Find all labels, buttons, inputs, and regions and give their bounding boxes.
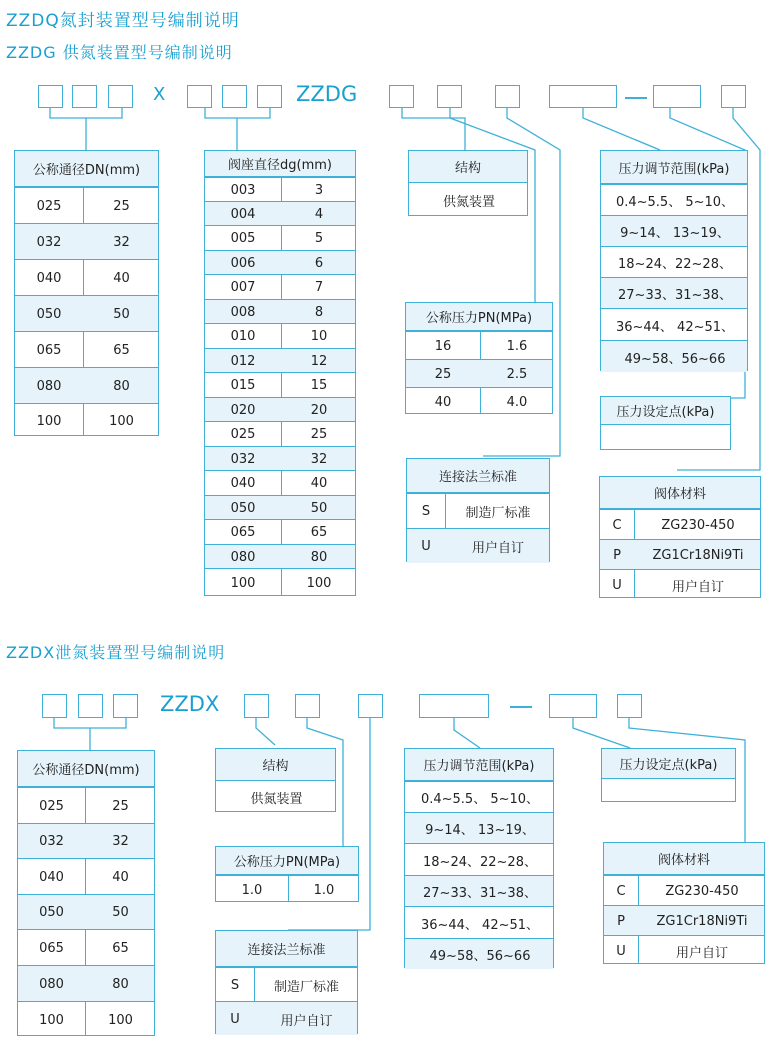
dg-code: 010	[230, 329, 256, 344]
dg-value: 32	[310, 451, 328, 467]
material-table-header: 阀体材料	[600, 477, 760, 509]
dn-code: 050	[36, 306, 62, 322]
code-box-structure	[389, 85, 414, 108]
dg-code: 065	[230, 525, 256, 540]
dg-value: 25	[310, 427, 328, 442]
structure-table-header: 结构	[216, 749, 335, 781]
pn-code: 16	[434, 338, 452, 354]
flange-code: S	[421, 504, 431, 519]
dn-value: 40	[113, 270, 130, 286]
material-table-header: 阀体材料	[604, 843, 764, 875]
zzdx-code-box-pressure-range	[419, 694, 489, 718]
material-code: P	[617, 913, 625, 929]
code-box-dn-2	[72, 85, 97, 108]
material-code: U	[612, 577, 622, 593]
code-box-flange	[495, 85, 520, 108]
dn-value: 50	[113, 306, 130, 322]
pn-value: 4.0	[506, 394, 528, 410]
dn-code: 032	[36, 234, 62, 250]
flange-code: U	[421, 539, 431, 554]
dg-code: 003	[230, 182, 256, 198]
code-box-dn-3	[108, 85, 133, 108]
dg-value: 8	[314, 304, 324, 320]
dn-value: 25	[113, 198, 130, 214]
structure-value: 供氮装置	[442, 194, 495, 210]
dn-code: 040	[39, 869, 64, 885]
zzdg-pressure-range-table	[600, 150, 748, 371]
material-value: ZG1Cr18Ni9Ti	[656, 913, 748, 929]
dg-value: 80	[310, 549, 328, 565]
material-code: U	[616, 943, 626, 959]
dg-value: 100	[306, 576, 332, 591]
pressure-range-row: 27~33、31~38、	[618, 288, 732, 303]
flange-value: 用户自订	[471, 541, 524, 556]
pressure-range-row: 49~58、56~66	[624, 351, 726, 367]
pn-code: 25	[434, 366, 452, 382]
flange-table-header: 连接法兰标准	[407, 459, 549, 493]
pn-table-header: 公称压力PN(MPa)	[216, 847, 358, 875]
zzdg-structure-table	[408, 150, 528, 216]
setpoint-table-header: 压力设定点(kPa)	[602, 749, 735, 779]
dn-code: 040	[36, 270, 62, 286]
zzdx-code-box-flange	[358, 694, 383, 718]
flange-code: U	[230, 1011, 240, 1027]
zzdx-flange-table	[215, 930, 358, 1034]
setpoint-value	[602, 779, 737, 803]
pn-value: 1.6	[506, 338, 528, 354]
dn-code: 065	[39, 940, 64, 956]
material-code: P	[613, 547, 621, 563]
dn-value: 65	[112, 940, 129, 956]
zzdx-model-code: ZZDX	[160, 692, 220, 716]
zzdg-dn-table	[14, 150, 159, 436]
dg-value: 50	[310, 500, 328, 516]
dg-value: 3	[314, 182, 324, 198]
dn-code: 050	[39, 905, 64, 920]
material-value: 用户自订	[671, 579, 724, 595]
pn-code: 1.0	[241, 882, 263, 898]
zzdg-pn-table	[405, 302, 553, 414]
dg-value: 40	[310, 476, 328, 491]
zzdx-code-box-structure	[244, 694, 269, 718]
dg-value: 15	[310, 378, 328, 393]
code-box-dn-1	[38, 85, 63, 108]
code-box-dg-3	[257, 85, 282, 108]
dn-code: 025	[36, 198, 62, 214]
material-value: ZG230-450	[661, 517, 735, 533]
dn-value: 65	[113, 342, 130, 358]
dg-value: 20	[310, 402, 328, 418]
code-box-dg-2	[222, 85, 247, 108]
dn-code: 065	[36, 342, 62, 358]
dn-code: 100	[36, 413, 62, 429]
flange-value: 制造厂标准	[273, 979, 339, 995]
dn-value: 80	[113, 378, 130, 394]
dg-value: 12	[310, 353, 328, 369]
dg-value: 65	[310, 525, 328, 540]
zzdx-code-box-pn	[295, 694, 320, 718]
dg-code: 015	[230, 378, 256, 393]
zzdx-title: ZZDX泄氮装置型号编制说明	[6, 643, 226, 662]
dg-code: 100	[230, 576, 256, 591]
zzdx-code-box-dn-1	[42, 694, 67, 718]
zzdx-pressure-range-table	[404, 748, 554, 968]
material-code: C	[612, 517, 622, 533]
dg-code: 080	[230, 549, 256, 565]
zzdg-model-code: ZZDG	[296, 82, 358, 106]
dg-code: 050	[230, 500, 256, 516]
zzdg-flange-table	[406, 458, 550, 562]
pressure-range-row: 27~33、31~38、	[423, 886, 537, 901]
dg-value: 6	[314, 255, 324, 271]
zzdg-material-table	[599, 476, 761, 598]
pressure-range-row: 49~58、56~66	[429, 949, 531, 964]
pn-code: 40	[434, 394, 452, 410]
dg-code: 004	[230, 206, 256, 222]
code-box-setpoint	[653, 85, 701, 108]
pressure-range-row: 0.4~5.5、 5~10、	[615, 195, 735, 210]
dg-code: 020	[230, 402, 256, 418]
dg-code: 005	[230, 231, 256, 246]
pn-table-header: 公称压力PN(MPa)	[406, 303, 552, 331]
pn-value: 1.0	[313, 882, 335, 898]
dn-table-header: 公称通径DN(mm)	[18, 751, 154, 787]
code-separator-x: X	[153, 84, 166, 105]
zzdx-code-box-dn-3	[113, 694, 138, 718]
zzdx-material-table	[603, 842, 765, 964]
zzdx-dn-table	[17, 750, 155, 1036]
setpoint-table-header: 压力设定点(kPa)	[601, 397, 730, 425]
zzdx-code-box-dn-2	[78, 694, 103, 718]
dg-code: 032	[230, 451, 256, 467]
dg-value: 5	[314, 231, 324, 246]
pressure-range-row: 36~44、 42~51、	[420, 917, 540, 933]
dn-code: 080	[39, 976, 64, 992]
dn-value: 32	[113, 234, 130, 250]
dn-value: 25	[112, 798, 129, 814]
zzdg-title: ZZDG 供氮装置型号编制说明	[6, 43, 233, 62]
pressure-range-row: 0.4~5.5、 5~10、	[420, 792, 540, 807]
pressure-range-header: 压力调节范围(kPa)	[405, 749, 553, 781]
material-value: ZG230-450	[665, 883, 739, 899]
dg-code: 040	[230, 476, 256, 491]
flange-value: 用户自订	[280, 1013, 333, 1029]
dg-code: 006	[230, 255, 256, 271]
zzdx-structure-table	[215, 748, 336, 812]
code-dash	[625, 97, 647, 99]
dn-code: 032	[39, 834, 64, 849]
code-box-dg-1	[187, 85, 212, 108]
dg-value: 7	[314, 280, 324, 295]
setpoint-value	[601, 425, 732, 451]
pressure-range-row: 18~24、22~28、	[423, 854, 537, 870]
dg-code: 007	[230, 280, 256, 295]
pressure-range-header: 压力调节范围(kPa)	[601, 151, 747, 184]
pressure-range-row: 9~14、 13~19、	[425, 823, 535, 838]
material-value: ZG1Cr18Ni9Ti	[652, 547, 744, 563]
dg-value: 10	[310, 329, 328, 344]
zzdx-code-box-material	[617, 694, 642, 718]
zzdx-code-box-setpoint	[549, 694, 597, 718]
pressure-range-row: 18~24、22~28、	[618, 257, 732, 272]
pn-value: 2.5	[506, 366, 528, 382]
dg-code: 008	[230, 304, 256, 320]
dn-code: 025	[39, 798, 64, 814]
dg-code: 012	[230, 353, 256, 369]
zzdg-dg-table	[204, 150, 356, 596]
dn-value: 32	[112, 834, 129, 849]
zzdx-code-dash	[510, 706, 532, 708]
dn-value: 100	[108, 1012, 133, 1028]
pressure-range-row: 36~44、 42~51、	[615, 319, 735, 335]
dn-value: 80	[112, 976, 129, 992]
structure-table-header: 结构	[409, 151, 527, 183]
dn-code: 080	[36, 378, 62, 394]
code-box-pn	[437, 85, 462, 108]
material-value: 用户自订	[675, 945, 728, 961]
dn-value: 50	[112, 905, 129, 920]
flange-table-header: 连接法兰标准	[216, 931, 357, 967]
material-code: C	[616, 883, 626, 899]
zzdx-setpoint-table	[601, 748, 736, 802]
zzdg-setpoint-table	[600, 396, 731, 450]
dn-value: 40	[112, 869, 129, 885]
dn-code: 100	[39, 1012, 64, 1028]
structure-value: 供氮装置	[250, 791, 303, 807]
dg-value: 4	[314, 206, 324, 222]
pressure-range-row: 9~14、 13~19、	[620, 226, 730, 241]
dg-table-header: 阀座直径dg(mm)	[205, 151, 355, 177]
zzdx-pn-table	[215, 846, 359, 902]
main-title: ZZDQ氮封装置型号编制说明	[6, 11, 240, 31]
code-box-material	[721, 85, 746, 108]
flange-code: S	[230, 977, 240, 993]
dn-table-header: 公称通径DN(mm)	[15, 151, 158, 187]
dg-code: 025	[230, 427, 256, 442]
flange-value: 制造厂标准	[465, 506, 531, 521]
code-box-pressure-range	[549, 85, 617, 108]
dn-value: 100	[109, 413, 134, 429]
